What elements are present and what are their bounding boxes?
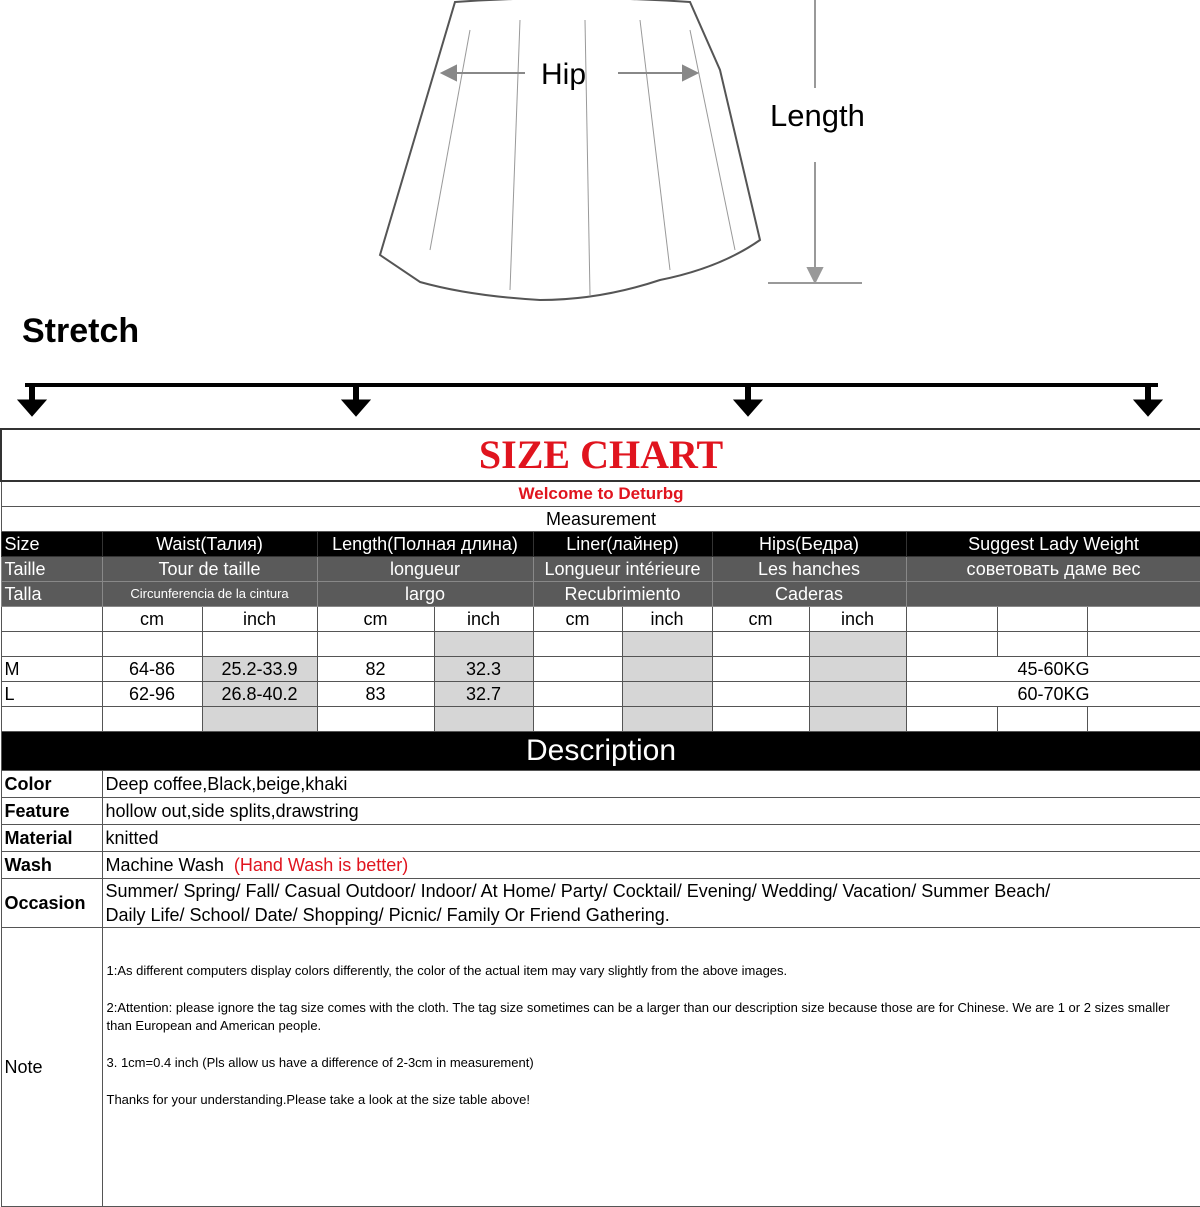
length-inch-cell: 32.3 [434, 657, 533, 682]
table-row [1, 657, 1200, 682]
header-liner: Liner(лайнер) [533, 532, 712, 557]
welcome-text: Welcome to Deturbg [1, 481, 1200, 507]
header-waist: Waist(Талия) [102, 532, 317, 557]
occasion-line-1: Summer/ Spring/ Fall/ Casual Outdoor/ Indoor/ At Home/ Party/ Cocktail/ Evening/ Wedding/ Vacation/ Summer Beach/ [105, 881, 1051, 901]
length-arrow [768, 0, 862, 283]
note-content [102, 928, 1200, 1207]
unit-cm: cm [317, 607, 434, 632]
material-row [1, 825, 1200, 852]
header-fr-liner: Longueur intérieure [533, 557, 712, 582]
skirt-diagram-svg [0, 0, 1200, 425]
occasion-row [1, 879, 1200, 928]
header-hips: Hips(Бедра) [712, 532, 906, 557]
header-row-spanish [1, 582, 1200, 607]
weight-cell: 45-60KG [906, 657, 1200, 682]
note-item: 2:Attention: please ignore the tag size comes with the cloth. The tag size sometimes can be a larger than our description size because those are for Chinese. We are 1 or 2 sizes smaller than European and American people. [106, 1000, 1170, 1033]
wash-value-cell [102, 852, 1200, 879]
note-row [1, 928, 1200, 1207]
note-item: Thanks for your understanding.Please take a look at the size table above! [106, 1092, 530, 1107]
header-fr-size: Taille [1, 557, 102, 582]
empty-row [1, 632, 1200, 657]
header-es-hips: Caderas [712, 582, 906, 607]
material-label: Material [1, 825, 102, 852]
occasion-line-2: Daily Life/ School/ Date/ Shopping/ Picnic/ Family Or Friend Gathering. [105, 905, 670, 925]
unit-inch: inch [202, 607, 317, 632]
size-cell: M [1, 657, 102, 682]
feature-label: Feature [1, 798, 102, 825]
skirt-illustration [380, 0, 760, 300]
unit-inch: inch [434, 607, 533, 632]
unit-cm: cm [533, 607, 622, 632]
wash-note: (Hand Wash is better) [233, 855, 409, 875]
header-fr-waist: Tour de taille [102, 557, 317, 582]
color-value: Deep coffee,Black,beige,khaki [102, 771, 1200, 798]
measurement-label: Measurement [1, 507, 1200, 532]
size-cell: L [1, 682, 102, 707]
stretch-scale [18, 385, 1162, 416]
description-header-row [1, 732, 1200, 771]
color-row [1, 771, 1200, 798]
length-label: Length [770, 98, 865, 133]
unit-cm: cm [712, 607, 809, 632]
waist-inch-cell: 25.2-33.9 [202, 657, 317, 682]
waist-cm-cell: 62-96 [102, 682, 202, 707]
note-item: 1:As different computers display colors differently, the color of the actual item may vary slightly from the above images. [106, 963, 788, 978]
feature-value: hollow out,side splits,drawstring [102, 798, 1200, 825]
header-row-english [1, 532, 1200, 557]
header-length: Length(Полная длина) [317, 532, 533, 557]
occasion-value [102, 879, 1200, 928]
occasion-label: Occasion [1, 879, 102, 928]
header-row-french [1, 557, 1200, 582]
header-es-waist: Circunferencia de la cintura [102, 582, 317, 607]
stretch-title: Stretch [22, 312, 140, 350]
size-chart-table [0, 428, 1200, 1207]
note-item: 3. 1cm=0.4 inch (Pls allow us have a difference of 2-3cm in measurement) [106, 1055, 534, 1070]
unit-inch: inch [622, 607, 712, 632]
size-chart-title: SIZE CHART [1, 429, 1200, 481]
unit-inch: inch [809, 607, 906, 632]
header-fr-weight: советовать даме вес [906, 557, 1200, 582]
header-es-weight [906, 582, 1200, 607]
wash-value: Machine Wash [105, 855, 224, 875]
weight-cell: 60-70KG [906, 682, 1200, 707]
hip-label: Hip [541, 58, 587, 91]
wash-label: Wash [1, 852, 102, 879]
length-cm-cell: 82 [317, 657, 434, 682]
material-value: knitted [102, 825, 1200, 852]
size-chart-sheet [0, 428, 1200, 1207]
color-label: Color [1, 771, 102, 798]
header-es-length: largo [317, 582, 533, 607]
description-title: Description [1, 732, 1200, 771]
length-inch-cell: 32.7 [434, 682, 533, 707]
units-row [1, 607, 1200, 632]
header-fr-hips: Les hanches [712, 557, 906, 582]
waist-inch-cell: 26.8-40.2 [202, 682, 317, 707]
feature-row [1, 798, 1200, 825]
wash-row [1, 852, 1200, 879]
header-es-liner: Recubrimiento [533, 582, 712, 607]
empty-row [1, 707, 1200, 732]
header-weight: Suggest Lady Weight [906, 532, 1200, 557]
note-label: Note [1, 928, 102, 1207]
unit-cm: cm [102, 607, 202, 632]
header-es-size: Talla [1, 582, 102, 607]
header-fr-length: longueur [317, 557, 533, 582]
length-cm-cell: 83 [317, 682, 434, 707]
header-size: Size [1, 532, 102, 557]
table-row [1, 682, 1200, 707]
waist-cm-cell: 64-86 [102, 657, 202, 682]
measurement-diagram [0, 0, 1200, 425]
